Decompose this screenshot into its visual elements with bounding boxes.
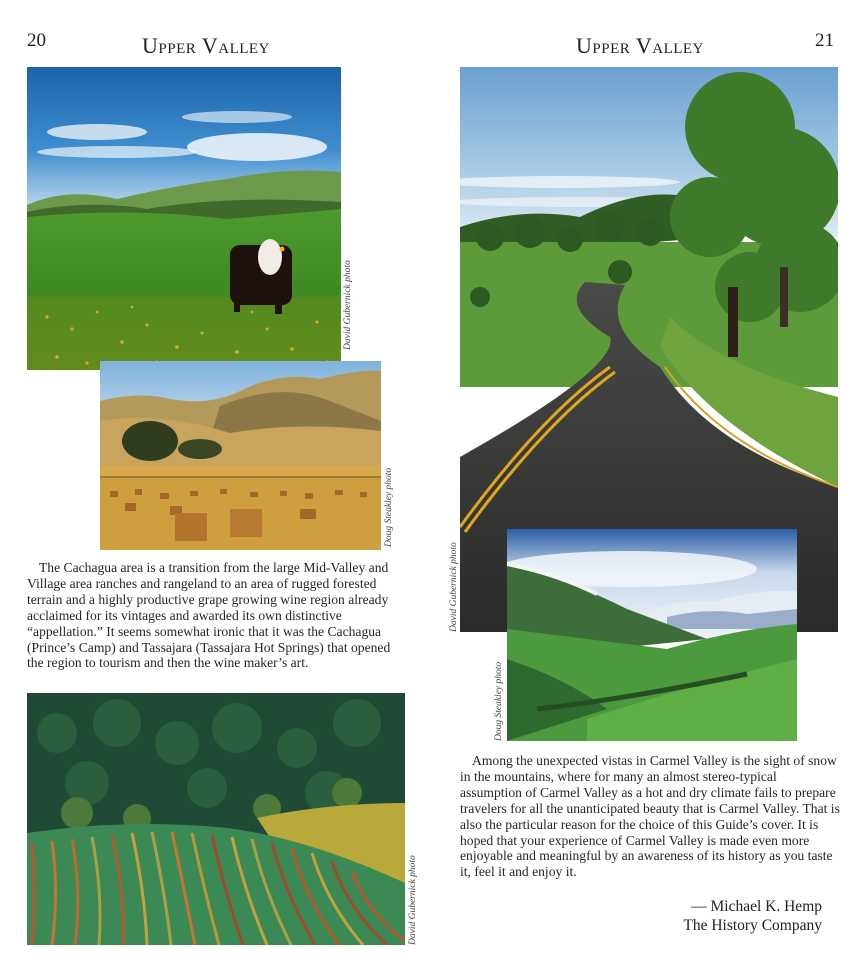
signature-author: — Michael K. Hemp — [691, 898, 822, 915]
photo-hay-bales — [100, 361, 381, 550]
page-number-left: 20 — [27, 30, 46, 51]
page-number-right: 21 — [815, 30, 834, 51]
photo-credit-snow: Doug Steakley photo — [494, 661, 504, 741]
photo-vineyard — [27, 693, 405, 945]
cachagua-paragraph: The Cachagua area is a transition from the large Mid-Valley and Village area ranches and rangeland to an area of rugged forested terrain and a highly productive grape growing wine region already acclaimed for its vintages and awarded its own distinctive “appellation.” It seems somewhat ironic that it was the Cachagua (Prince’s Camp) and Tassajara (Tassajara Hot Springs) that opened the region to tourism and then the wine maker’s art. — [27, 560, 391, 671]
signature-block — [683, 897, 822, 935]
photo-credit-cow: David Gubernick photo — [343, 260, 353, 350]
running-head-left: Upper Valley — [142, 33, 270, 58]
photo-snowy-mountains — [507, 529, 797, 741]
photo-credit-hay: Doug Steakley photo — [384, 467, 394, 547]
snow-vistas-paragraph: Among the unexpected vistas in Carmel Valley is the sight of snow in the mountains, where for many an almost stereo-typical assumption of Carmel Valley as a hot and dry climate fails to prepare travelers for all the unanticipated beauty that is Carmel Valley. That is also the particular reason for the choice of this Guide’s cover. It is hoped that your experience of Carmel Valley is made even more enjoyable and meaningful by an awareness of its history as you taste it, feel it and enjoy it. — [460, 753, 840, 880]
photo-credit-vineyard: David Gubernick photo — [408, 855, 418, 945]
signature-organization: The History Company — [683, 917, 822, 934]
photo-cow-pasture — [27, 67, 341, 370]
running-head-right: Upper Valley — [576, 33, 704, 58]
photo-credit-road: David Gubernick photo — [449, 542, 459, 632]
